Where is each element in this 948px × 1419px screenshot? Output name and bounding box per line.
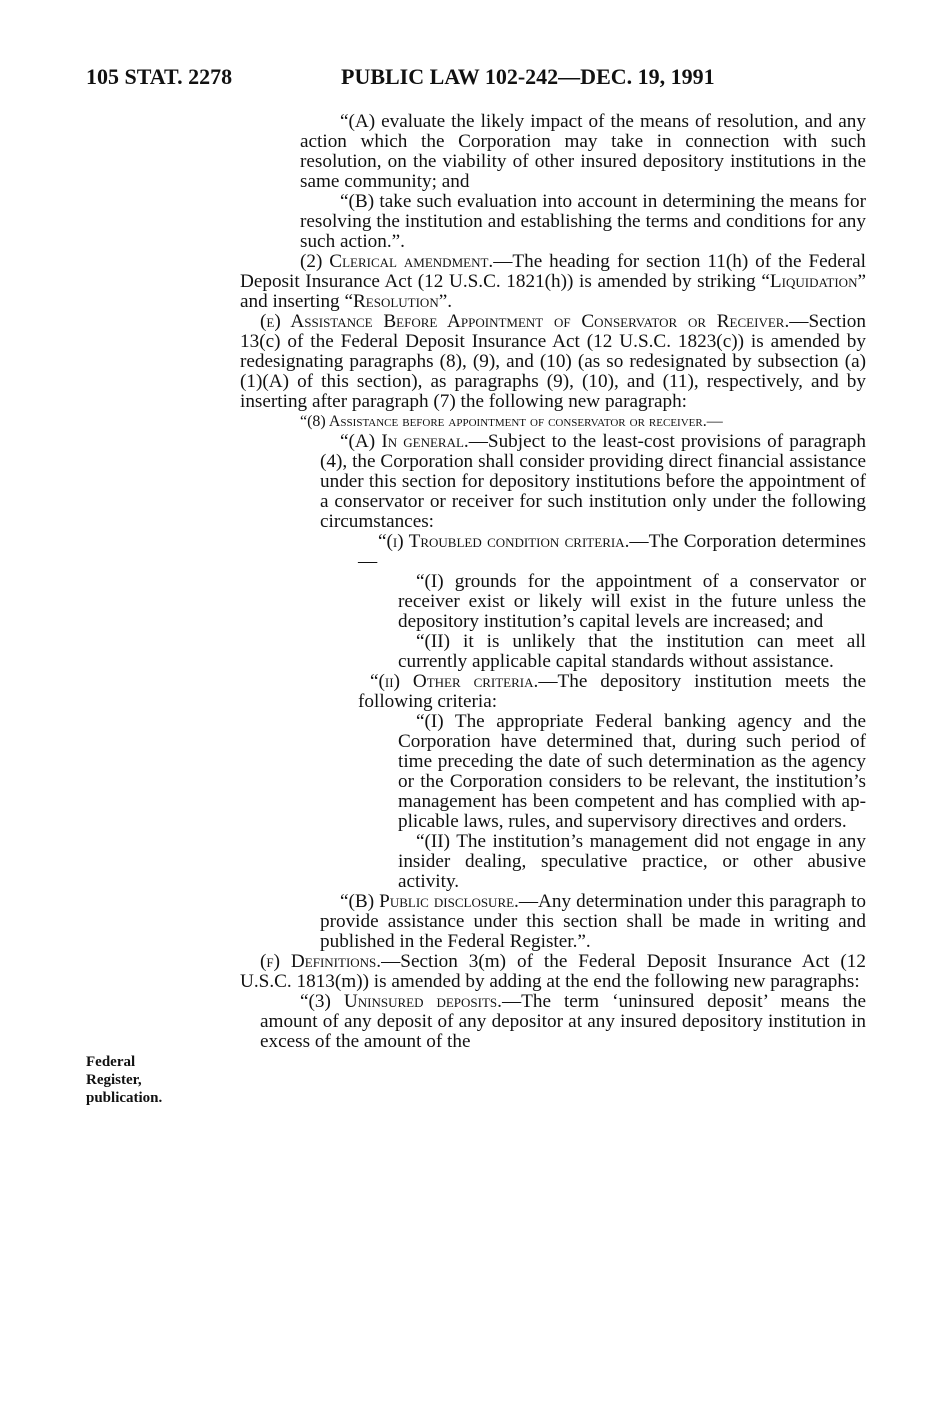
heading-troubled-condition: “(i) Troubled condition criteria. [378,531,630,552]
subclause-II-unlikely: “(II) it is unlikely that the institution can meet all currently applicable capital standards without assistance. [398,631,866,672]
margin-note-line: publication. [86,1090,163,1106]
heading-uninsured-deposits: “(3) Uninsured deposits. [300,991,502,1012]
paragraph-clerical-amendment: (2) Clerical amendment.—The heading for section 11(h) of the Federal Deposit Insurance Act (12 U.S.C. 1821(h)) is amended by striking “Liquidation” and inserting “Resolution”. [240,251,866,312]
subclause-I-agency-determined: “(I) The appropriate Federal banking agency and the Corporation have determined that, during such period of time preceding the date of such determination as the agency or the Corporation considers to be relevant, the institution’s management has been competent and has complied with applicable laws, rules, and supervisory directives and orders. [398,711,866,832]
heading-public-disclosure: “(B) Public disclosure. [340,891,519,912]
subsection-f-definitions: (f) Definitions.—Section 3(m) of the Federal Deposit Insurance Act (12 U.S.C. 1813(m)) is amended by adding at the end the following new paragraphs: [240,951,866,992]
heading-subsection-e: (e) Assistance Before Appointment of Conservator or Receiver. [260,311,790,332]
subsection-e-assistance: (e) Assistance Before Appointment of Conservator or Receiver.—Section 13(c) of the Federal Deposit Insurance Act (12 U.S.C. 1823(c)) is amended by redesignating paragraphs (8), (9), and (10) (as so redesignated by subsection (a)(1)(A) of this section), as paragraphs (9), (10), and (11), respectively, and by inserting after paragraph (7) the following new paragraph: [240,311,866,412]
clause-i-troubled-condition: “(i) Troubled condition criteria.—The Corporation determines— [358,531,867,572]
subclause-I-grounds: “(I) grounds for the appointment of a conservator or receiver exist or likely will exist in the future unless the depository institution’s capital levels are increased; and [398,571,866,632]
margin-note-line: Register, [86,1072,142,1088]
clause-a-in-general: “(A) In general.—Subject to the least-cost provisions of paragraph (4), the Corporation shall consider providing direct financial assistance under this section for depository institutions before the appointment of a conservator or receiver for such institution only under the following circumstances: [320,431,866,532]
margin-note-line: Federal [86,1054,136,1070]
clause-b-public-disclosure: “(B) Public disclosure.—Any determination under this paragraph to provide assistance under this section shall be made in writing and published in the Federal Register.”. [320,891,866,952]
running-head-title: PUBLIC LAW 102-242—DEC. 19, 1991 [341,64,715,89]
heading-clerical-amendment: (2) Clerical amendment. [300,251,494,272]
statute-body [240,112,866,1052]
clause-b-take-evaluation: “(B) take such evaluation into account in determining the means for resolving the institution and establishing the terms and conditions for any such action.”. [300,191,866,252]
heading-in-general: “(A) In general. [340,431,469,452]
clause-a-evaluate: “(A) evaluate the likely impact of the means of resolution, and any action which the Corporation may take in connection with such resolution, on the viability of other insured depository institutions in the same community; and [300,111,866,192]
clause-ii-other-criteria: “(ii) Other criteria.—The depository institution meets the following criteria: [358,671,866,712]
quoted-resolution: Resolution [352,291,439,312]
paragraph-8-heading: “(8) Assistance before appointment of conservator or receiver.— [300,413,723,430]
heading-other-criteria: “(ii) Other criteria. [370,671,539,692]
heading-definitions: (f) Definitions. [260,951,382,972]
margin-note [86,1053,206,1107]
quoted-liquidation: Liquidation [769,271,858,292]
paragraph-3-uninsured-deposits: “(3) Uninsured deposits.—The term ‘uninsured deposit’ means the amount of any deposit of any depositor at any insured depository institution in excess of the amount of the [260,991,866,1052]
subclause-II-no-insider-dealing: “(II) The institution’s management did not engage in any insider dealing, speculative practice, or other abusive activity. [398,831,866,892]
stat-page-number: 105 STAT. 2278 [86,64,233,89]
